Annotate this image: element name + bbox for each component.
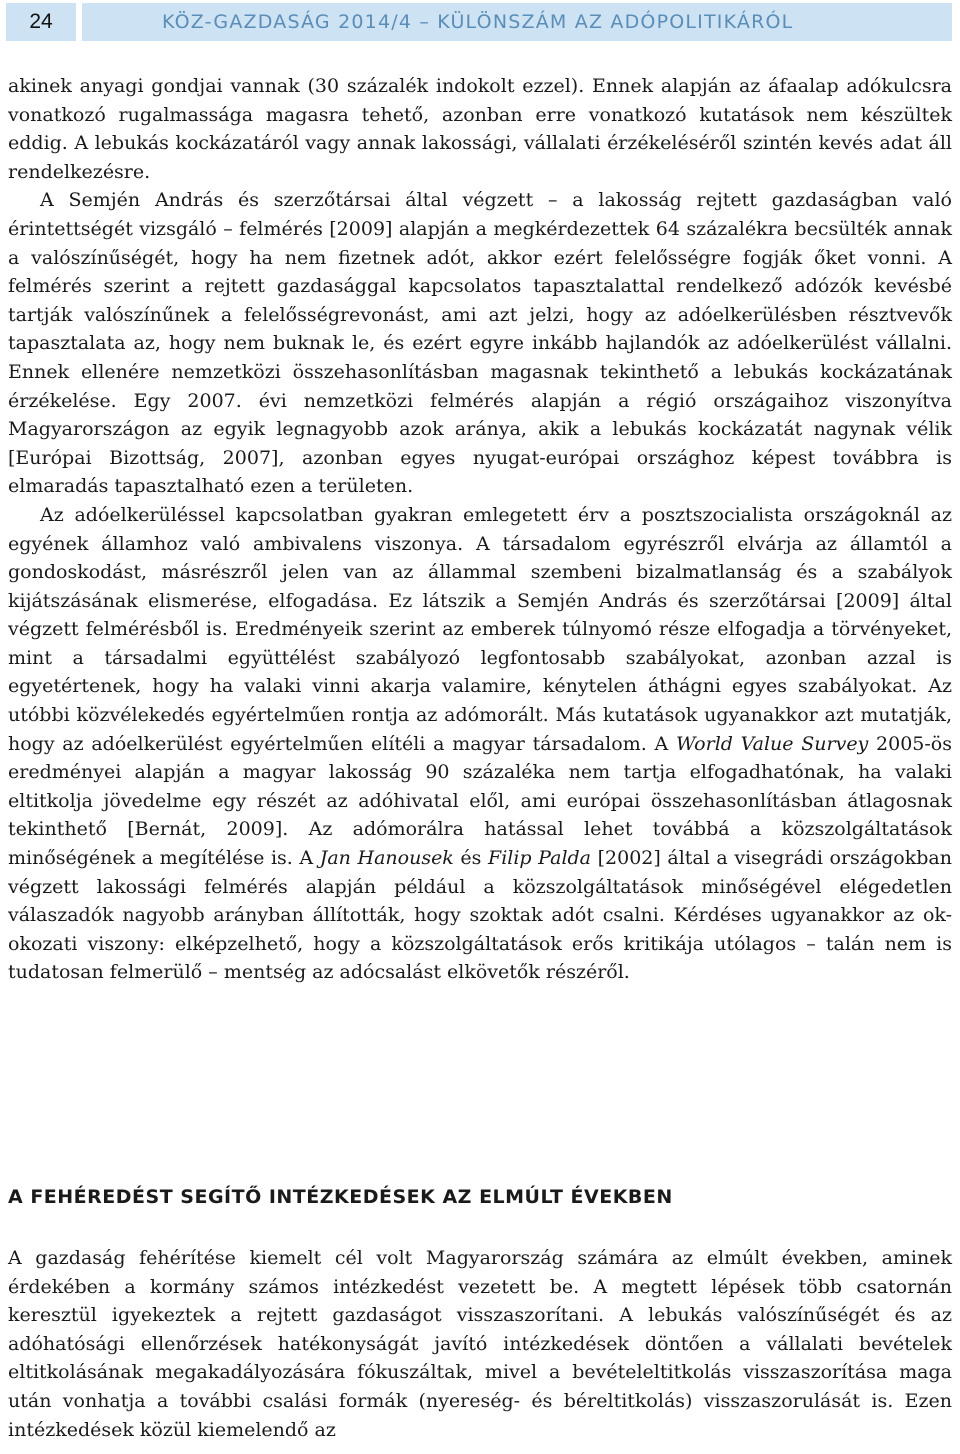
paragraph-2: A Semjén András és szerzőtársai által végzett – a lakosság rejtett gazdaságban való érintettségét vizsgáló – felmérés [2009] alapján a megkérdezettek 64 százalékra becsülték annak a valószínűségét, hogy ha nem fizetnek adót, akkor ezért felelősségre fogják őket vonni. A felmérés szerint a rejtett gazdasággal kapcsolatos tapasztalattal rendelkező adózók kevésbé tartják valószínűnek a felelősségrevonást, ami azt jelzi, hogy az adóelkerülésben résztvevők tapasztalata az, hogy nem buknak le, és ezért egyre inkább hajlandók az adóelkerülést vállalni. Ennek ellenére nemzetközi összehasonlításban magasnak tekinthető a lebukás kockázatának érzékelése. Egy 2007. évi nemzetközi felmérés alapján a régió országaihoz viszonyítva Magyarországon az egyik legnagyobb azok aránya, akik a lebukás kockázatát nagynak vélik [Európai Bizottság, 2007], azonban egyes nyugat-európai országhoz képest továbbra is elmaradás tapasztalható ezen a területen. — [8, 189, 952, 498]
section-heading: A FEHÉREDÉST SEGÍTŐ INTÉZKEDÉSEK AZ ELMÚLT ÉVEKBEN — [8, 1186, 673, 1208]
section-paragraph: A gazdaság fehérítése kiemelt cél volt Magyarország számára az elmúlt években, aminek érdekében a kormány számos intézkedést vezetett be. A megtett lépések több csatornán keresztül igyekeztek a rejtett gazdaságot visszaszorítani. A lebukás valószínűségét és az adóhatósági ellenőrzések hatékonyságát javító intézkedések döntően a vállalati bevételek eltitkolásának megakadályozására fókuszáltak, mivel a bevételeltitkolás visszaszorítása maga után vonhatja a további csalási formák (nyereség- és béreltitkolás) visszaszorulását is. Ezen intézkedések közül kiemelendő az — [8, 1247, 952, 1441]
paragraph-1: akinek anyagi gondjai vannak (30 százalék indokolt ezzel). Ennek alapján az áfaalap adókulcsra vonatkozó rugalmassága magasra tehető, azonban erre vonatkozó kutatások nem készültek eddig. A lebukás kockázatáról vagy annak lakossági, vállalati érzékeléséről szintén kevés adat áll rendelkezésre. — [8, 75, 952, 183]
author-palda: Filip Palda — [488, 847, 592, 870]
page-header — [0, 0, 960, 46]
paragraph-3 — [8, 501, 952, 987]
author-hanousek: Jan Hanousek — [319, 847, 454, 870]
page-number: 24 — [6, 3, 76, 41]
paragraph-3-part-c: [2002] által a visegrádi országokban végzett lakossági felmérés alapján például a közszolgáltatások minőségével elégedetlen válaszadók nagyobb arányban állították, hogy szoktak adót csalni. Kérdéses ugyanakkor az ok-okozati viszony: elképzelhető, hogy a közszolgáltatások erős kritikája utólagos – talán nem is tudatosan felmerülő – mentség az adócsalást elkövetők részéről. — [8, 847, 952, 984]
world-value-survey-title: World Value Survey — [675, 732, 869, 755]
paragraph-3-and: és — [453, 847, 489, 870]
running-head: KÖZ-GAZDASÁG 2014/4 – KÜLÖNSZÁM AZ ADÓPOLITIKÁRÓL — [82, 3, 952, 41]
paragraph-3-part-b: 2005-ös eredményei alapján a magyar lakosság 90 százaléka nem tartja elfogadhatónak, ha valaki eltitkolja jövedelme egy részét az adóhivatal elől, ami európai összehasonlításban átlagosnak tekinthető [Bernát, 2009]. Az adómorálra hatással lehet továbbá a közszolgáltatások minőségének a megítélése is. A — [8, 732, 952, 870]
article-body — [8, 72, 952, 987]
section-body — [8, 1244, 952, 1444]
paragraph-3-part-a: Az adóelkerüléssel kapcsolatban gyakran emlegetett érv a posztszocialista országoknál az egyének államhoz való ambivalens viszonya. A társadalom egyrészről elvárja az államtól a gondoskodást, másrészről jelen van az állammal szembeni bizalmatlanság és a szabályok kijátszásának elismerése, elfogadása. Ez látszik a Semjén András és szerzőtársai [2009] által végzett felmérésből is. Eredményeik szerint az emberek túlnyomó része elfogadja a törvényeket, mint a társadalmi együttélést szabályozó legfontosabb szabályokat, azonban azzal is egyetértenek, hogy ha valaki vinni akarja valamire, kénytelen áthágni egyes szabályokat. Az utóbbi közvélekedés egyértelműen rontja az adómorált. Más kutatások ugyanakkor azt mutatják, hogy az adóelkerülést egyértelműen elítéli a magyar társadalom. A — [8, 503, 952, 755]
